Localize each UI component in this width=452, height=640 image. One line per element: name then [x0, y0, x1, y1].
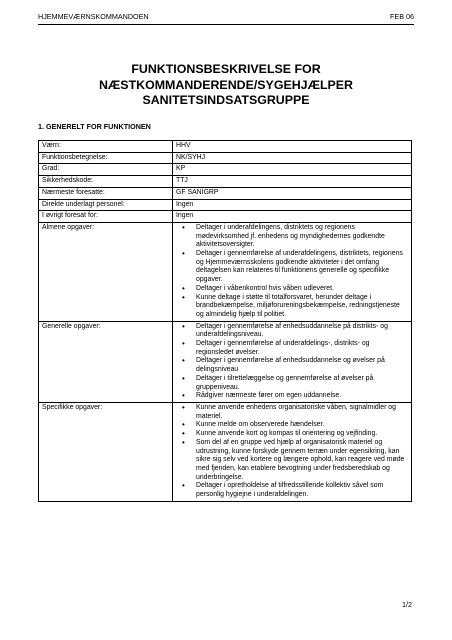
field-value: KP	[173, 164, 412, 176]
list-item: • Deltager i gennemførelse af enhedsuddannelse og øvelser på delingsniveau	[176, 357, 408, 374]
list-item: • Kunne anvende kort og kompas til orientering og vejfinding.	[176, 430, 408, 439]
almene-row	[39, 222, 412, 321]
field-value: GF SANIGRP	[173, 187, 412, 199]
title-line-3: SANITETSINDSATSGRUPPE	[142, 93, 310, 107]
table-row	[39, 199, 412, 211]
specifikke-cell	[173, 402, 412, 501]
table-row	[39, 141, 412, 153]
generelle-list	[176, 323, 408, 401]
page-number: 1/2	[402, 600, 412, 609]
list-item: • Kunne deltage i støtte til totalforsvaret, herunder deltage i brandbekæmpelse, miljøforureningsbekæmpelse, redningstjeneste og almindelig hjælp til politiet.	[176, 294, 408, 320]
list-item: • Deltager i våbenkontrol hvis våben udleveret.	[176, 285, 408, 294]
generelle-label: Generelle opgaver:	[39, 321, 173, 402]
field-label: I øvrigt foresat for:	[39, 211, 173, 223]
table-row	[39, 211, 412, 223]
field-label: Funktionsbetegnelse:	[39, 152, 173, 164]
field-label: Værn:	[39, 141, 173, 153]
generelle-cell	[173, 321, 412, 402]
specifikke-label: Specifikke opgaver:	[39, 402, 173, 501]
field-value: TTJ	[173, 176, 412, 188]
table-row	[39, 176, 412, 188]
table-row	[39, 152, 412, 164]
almene-list	[176, 224, 408, 320]
table-row	[39, 187, 412, 199]
field-label: Grad:	[39, 164, 173, 176]
almene-label: Almene opgaver:	[39, 222, 173, 321]
table-row	[39, 164, 412, 176]
list-item: • Deltager i gennemførelse af underafdelings-, distrikts- og regionsledet øvelser.	[176, 340, 408, 357]
field-label: Direkte underlagt personel:	[39, 199, 173, 211]
specifikke-list	[176, 404, 408, 500]
list-item: • Deltager i gennemførelse af underafdelingens, distriktets, regionens og Hjemmeværnsskolens godkendte aktiviteter i det omfang deltagelsen kan relateres til funktionens generelle og specifikke opgaver.	[176, 250, 408, 285]
title-line-2: NÆSTKOMMANDERENDE/SYGEHJÆLPER	[98, 77, 354, 92]
list-item: • Som del af en gruppe ved hjælp af organisatorisk materiel og udrustning, kunne forskyde gennem terræn under egensikring, kan sikre sig selv ved kortere og længere ophold, kan reagere ved møde med fjenden, kan etablere bevogtning under fredsberedskab og underbringelse.	[176, 439, 408, 483]
almene-cell	[173, 222, 412, 321]
header-rule	[38, 24, 414, 25]
specifikke-row	[39, 402, 412, 501]
field-label: Sikkerhedskode:	[39, 176, 173, 188]
page-header	[38, 12, 414, 22]
field-value: Ingen	[173, 211, 412, 223]
generelle-row	[39, 321, 412, 402]
list-item: • Deltager i gennemførelse af enhedsuddannelse på distrikts- og underafdelingsniveau.	[176, 323, 408, 340]
list-item: • Rådgiver nærmeste fører om egen uddannelse.	[176, 392, 408, 401]
field-value: NK/SYHJ	[173, 152, 412, 164]
section-heading: 1. GENERELT FOR FUNKTIONEN	[38, 122, 151, 131]
field-value: Ingen	[173, 199, 412, 211]
header-organization: HJEMMEVÆRNSKOMMANDOEN	[38, 12, 149, 21]
list-item: • Deltager i opretholdelse af tilfredsstillende kollektiv såvel som personlig hygiejne i underafdelingen.	[176, 482, 408, 499]
title-line-1: FUNKTIONSBESKRIVELSE FOR	[131, 62, 321, 76]
list-item: • Kunne anvende enhedens organisatoriske våben, signalmidler og materiel.	[176, 404, 408, 421]
list-item: • Deltager i tilrettelæggelse og gennemførelse af øvelser på gruppeniveau.	[176, 375, 408, 392]
list-item: • Kunne melde om observerede hændelser.	[176, 421, 408, 430]
field-value: HHV	[173, 141, 412, 153]
field-label: Nærmeste foresatte:	[39, 187, 173, 199]
header-date: FEB 06	[390, 12, 414, 21]
document-title	[30, 62, 422, 109]
list-item: • Deltager i underafdelingens, distriktets og regionens mødevirksomhed jf. enhedens og myndighedernes godkendte aktivitetsoversigter.	[176, 224, 408, 250]
function-table	[38, 140, 412, 502]
